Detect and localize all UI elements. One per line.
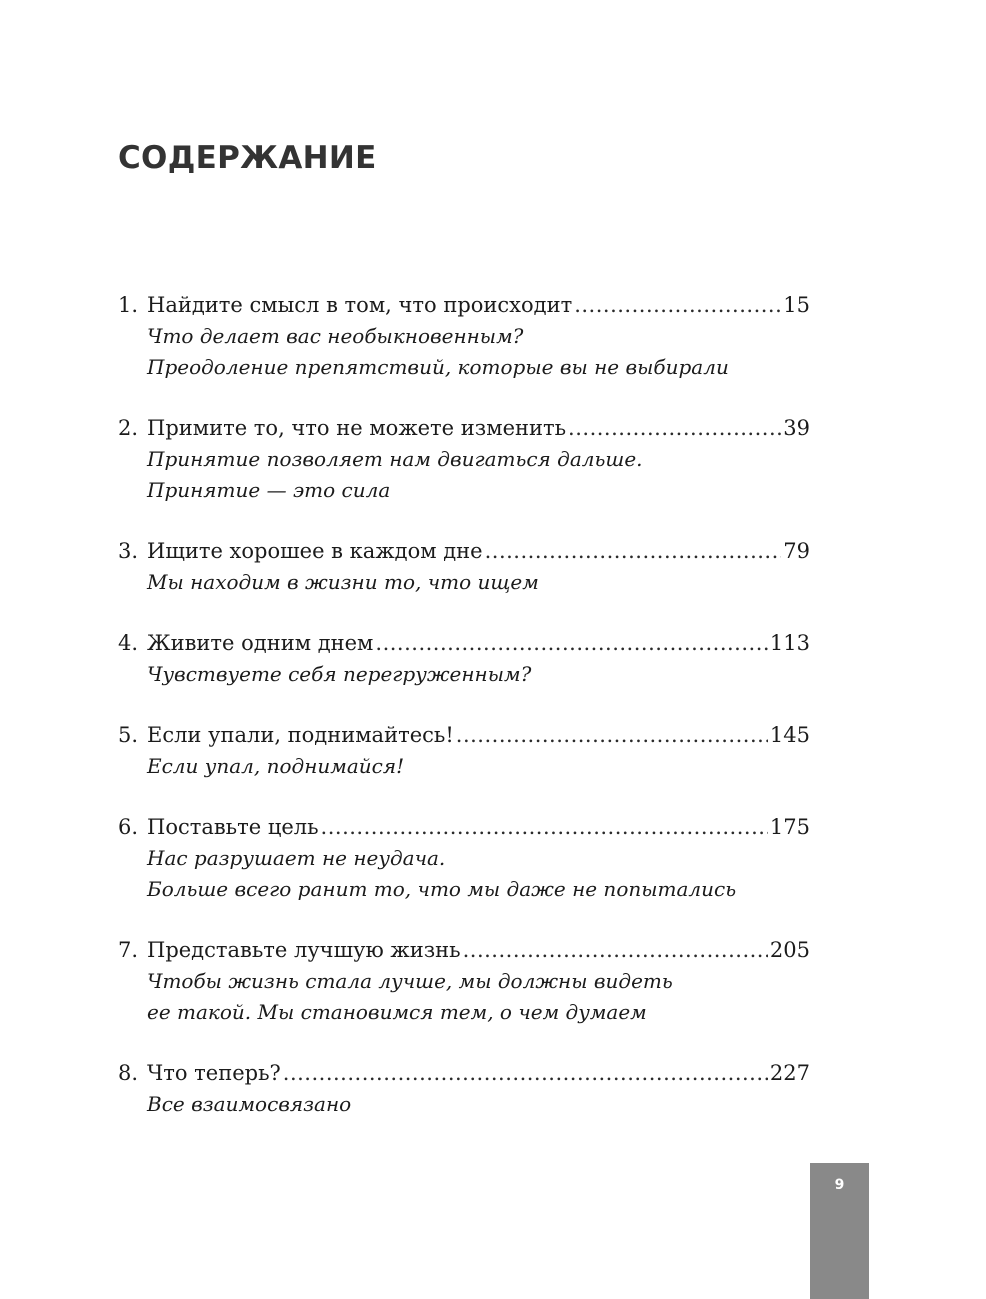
toc-entry — [118, 812, 810, 905]
entry-page-number: 175 — [769, 815, 810, 839]
entry-page-number: 145 — [769, 723, 810, 747]
entry-title: Ищите хорошее в каждом дне — [147, 539, 483, 563]
entry-subtitle: Чтобы жизнь стала лучше, мы должны видеть — [147, 969, 673, 993]
entry-subtitle: ее такой. Мы становимся тем, о чем думаем — [147, 1000, 647, 1024]
entry-subtitle: Если упал, поднимайся! — [147, 754, 405, 778]
entry-title: Найдите смысл в том, что происходит — [147, 293, 573, 317]
entry-subtitle: Преодоление препятствий, которые вы не выбирали — [147, 355, 729, 379]
entry-number: 3. — [118, 539, 139, 563]
entry-subtitle: Все взаимосвязано — [147, 1092, 352, 1116]
entry-page-number: 205 — [769, 938, 810, 962]
entry-page-number: 113 — [769, 631, 810, 655]
entry-number: 8. — [118, 1061, 139, 1085]
toc-entry — [118, 536, 810, 598]
entry-title: Что теперь? — [147, 1061, 281, 1085]
toc-entry — [118, 720, 810, 782]
entry-page-number: 79 — [783, 539, 810, 563]
entry-number: 4. — [118, 631, 139, 655]
toc-entry-line[interactable] — [118, 1058, 810, 1089]
dot-leader — [463, 935, 768, 966]
entry-page-number: 15 — [783, 293, 810, 317]
entry-subtitle: Больше всего ранит то, что мы даже не попытались — [147, 877, 737, 901]
toc-entry-line[interactable] — [118, 720, 810, 751]
toc-entry-line[interactable] — [118, 935, 810, 966]
toc-entry-line[interactable] — [118, 536, 810, 567]
toc-entry — [118, 413, 810, 506]
dot-leader — [283, 1058, 768, 1089]
page-number: 9 — [834, 1177, 845, 1193]
page-title: СОДЕРЖАНИЕ — [118, 140, 377, 176]
dot-leader — [321, 812, 768, 843]
entry-number: 7. — [118, 938, 139, 962]
entry-subtitle: Принятие позволяет нам двигаться дальше. — [147, 447, 643, 471]
toc-entry-line[interactable] — [118, 290, 810, 321]
toc-entry — [118, 628, 810, 690]
entry-title: Представьте лучшую жизнь — [147, 938, 461, 962]
entry-title: Поставьте цель — [147, 815, 319, 839]
entry-title: Если упали, поднимайтесь! — [147, 723, 454, 747]
toc-entry-line[interactable] — [118, 413, 810, 444]
entry-subtitle: Что делает вас необыкновенным? — [147, 324, 524, 348]
toc-entry — [118, 1058, 810, 1120]
toc-entry — [118, 290, 810, 383]
toc-entry-line[interactable] — [118, 812, 810, 843]
entry-page-number: 227 — [769, 1061, 810, 1085]
entry-title: Живите одним днем — [147, 631, 374, 655]
entry-title: Примите то, что не можете изменить — [147, 416, 567, 440]
dot-leader — [574, 290, 781, 321]
entry-subtitle: Чувствуете себя перегруженным? — [147, 662, 532, 686]
toc-entry-line[interactable] — [118, 628, 810, 659]
entry-number: 6. — [118, 815, 139, 839]
dot-leader — [456, 720, 768, 751]
entry-number: 2. — [118, 416, 139, 440]
dot-leader — [568, 413, 781, 444]
entry-number: 5. — [118, 723, 139, 747]
dot-leader — [375, 628, 768, 659]
entry-subtitle: Нас разрушает не неудача. — [147, 846, 446, 870]
entry-subtitle: Мы находим в жизни то, что ищем — [147, 570, 539, 594]
entry-page-number: 39 — [783, 416, 810, 440]
dot-leader — [485, 536, 782, 567]
toc-entry — [118, 935, 810, 1028]
page-number-tab — [810, 1163, 869, 1299]
entry-subtitle: Принятие — это сила — [147, 478, 391, 502]
entry-number: 1. — [118, 293, 139, 317]
table-of-contents — [118, 290, 810, 1150]
